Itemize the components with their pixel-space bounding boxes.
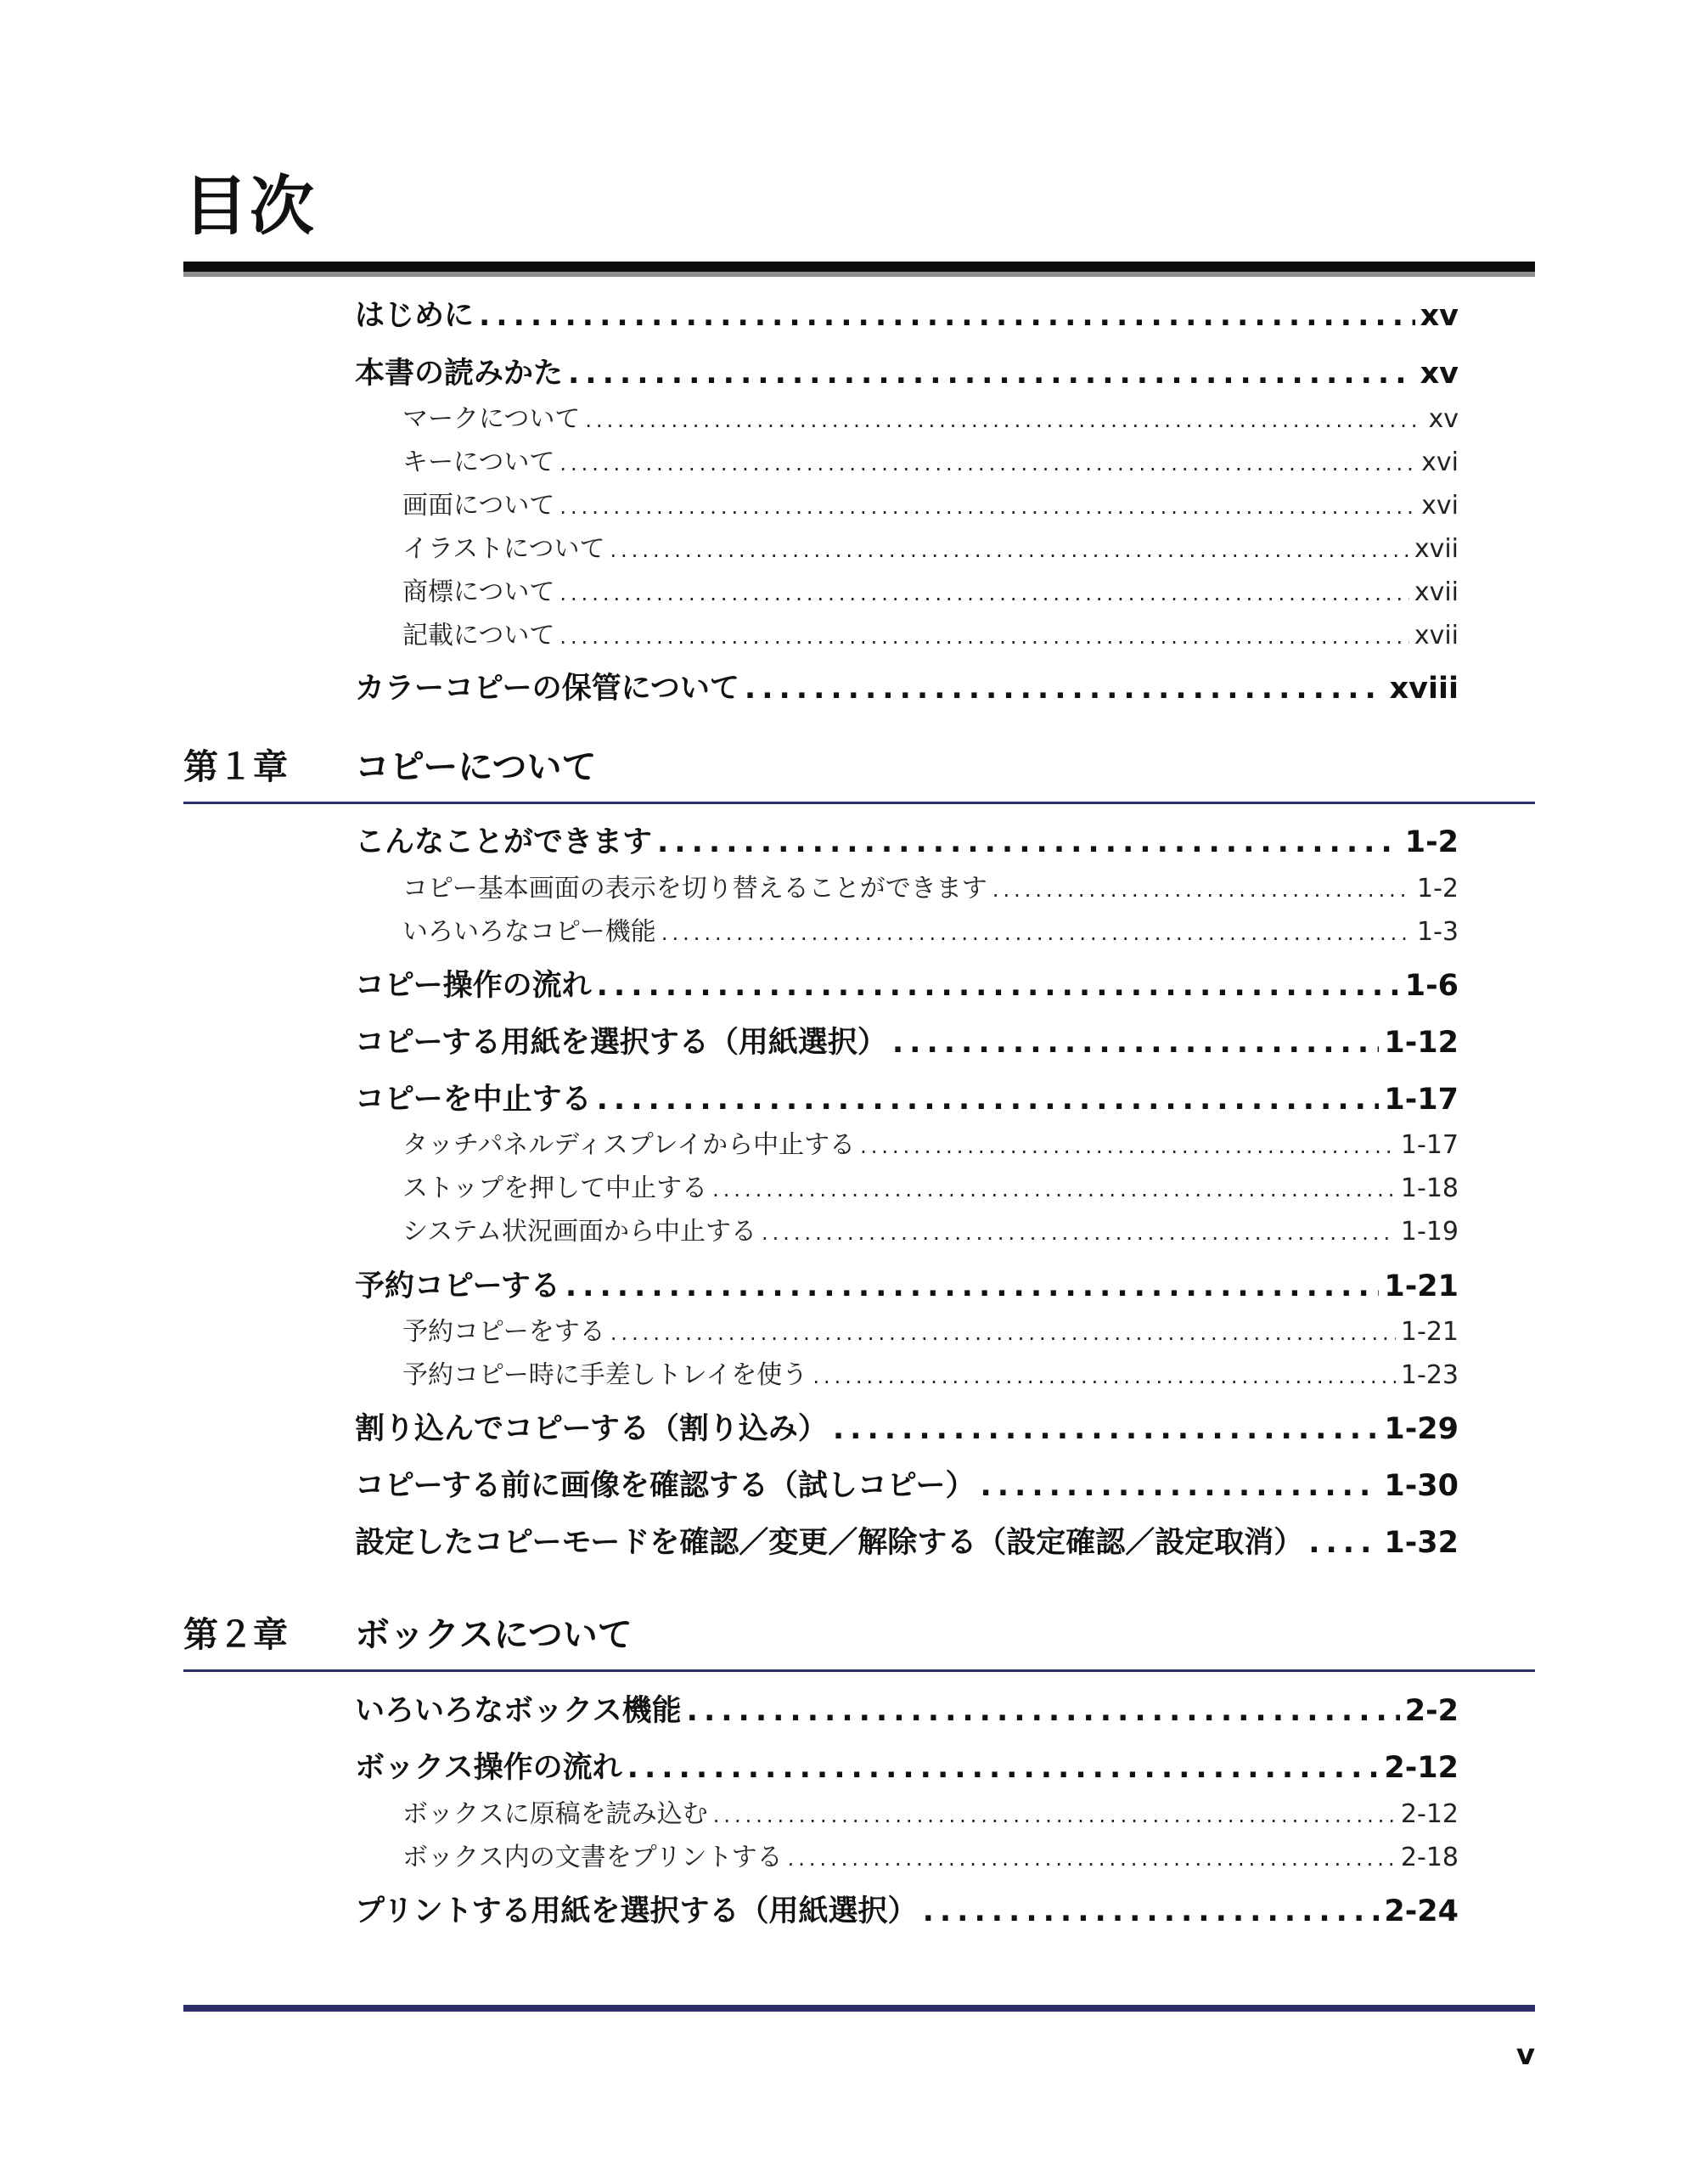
- chapter-number: 第２章: [183, 1614, 288, 1655]
- toc-entry[interactable]: [355, 1266, 1459, 1307]
- toc-subentry-label: コピー基本画面の表示を切り替えることができます: [402, 874, 987, 903]
- chapter-heading[interactable]: [183, 1609, 1535, 1660]
- toc-subentry-page: 1-23: [1400, 1360, 1459, 1390]
- toc-entry-page: 2-12: [1384, 1751, 1459, 1785]
- toc-subentry-page: 1-21: [1400, 1317, 1459, 1347]
- toc-entry-page: 1-32: [1384, 1526, 1459, 1560]
- page-title: 目次: [183, 168, 316, 244]
- toc-entry-label: カラーコピーの保管について: [355, 672, 739, 706]
- toc-entry-page: xv: [1420, 357, 1459, 391]
- leader-dots: [745, 668, 1385, 709]
- toc-entry[interactable]: [355, 1409, 1459, 1449]
- toc-subentry-page: xvii: [1414, 577, 1459, 607]
- toc-entry-page: 2-2: [1404, 1694, 1459, 1728]
- toc-entry-label: こんなことができます: [355, 825, 653, 859]
- chapter-number: 第１章: [183, 746, 288, 787]
- toc-subentry[interactable]: [402, 1797, 1459, 1832]
- toc-subentry-label: 予約コピー時に手差しトレイを使う: [402, 1360, 808, 1390]
- toc-entry[interactable]: [355, 1691, 1459, 1731]
- toc-subentry-page: 1-18: [1400, 1174, 1459, 1203]
- toc-entry-label: コピーする前に画像を確認する（試しコピー）: [355, 1469, 976, 1503]
- toc-entry-label: プリントする用紙を選択する（用紙選択）: [355, 1894, 918, 1928]
- toc-entry-label: 本書の読みかた: [355, 357, 564, 391]
- leader-dots: [1308, 1523, 1379, 1563]
- chapter-title: コピーについて: [355, 746, 597, 787]
- leader-dots: [559, 446, 1416, 481]
- leader-dots: [833, 1409, 1380, 1449]
- leader-dots: [568, 353, 1415, 394]
- leader-dots: [585, 402, 1423, 437]
- toc-entry-label: 設定したコピーモードを確認／変更／解除する（設定確認／設定取消）: [355, 1526, 1304, 1560]
- toc-subentry-page: 1-17: [1400, 1130, 1459, 1160]
- leader-dots: [788, 1841, 1396, 1876]
- toc-subentry[interactable]: [402, 1314, 1459, 1350]
- leader-dots: [610, 532, 1409, 567]
- toc-subentry[interactable]: [402, 575, 1459, 611]
- leader-dots: [687, 1691, 1400, 1731]
- toc-entry[interactable]: [355, 1523, 1459, 1563]
- toc-entry-page: 1-29: [1384, 1412, 1459, 1446]
- leader-dots: [657, 822, 1400, 863]
- toc-subentry-label: イラストについて: [402, 534, 605, 564]
- toc-subentry[interactable]: [402, 1358, 1459, 1393]
- chapter-rule: [183, 1669, 1535, 1672]
- leader-dots: [860, 1129, 1396, 1163]
- leader-dots: [712, 1172, 1396, 1207]
- page-number: v: [1515, 2038, 1535, 2072]
- leader-dots: [559, 489, 1416, 524]
- toc-subentry[interactable]: [402, 871, 1459, 907]
- toc-entry-label: はじめに: [355, 299, 475, 333]
- toc-entry[interactable]: [355, 1079, 1459, 1120]
- leader-dots: [892, 1022, 1380, 1063]
- toc-entry[interactable]: [355, 1022, 1459, 1063]
- toc-subentry-page: xvii: [1414, 621, 1459, 650]
- toc-subentry-page: xvii: [1414, 534, 1459, 564]
- toc-entry-label: 予約コピーする: [355, 1269, 560, 1303]
- toc-subentry-page: 1-19: [1400, 1217, 1459, 1247]
- leader-dots: [762, 1215, 1396, 1250]
- leader-dots: [565, 1266, 1380, 1307]
- toc-subentry-label: 画面について: [402, 491, 555, 521]
- toc-subentry[interactable]: [402, 1214, 1459, 1250]
- toc-entry-page: 1-6: [1404, 969, 1459, 1003]
- toc-entry[interactable]: [355, 822, 1459, 863]
- toc-entry-page: 1-2: [1404, 825, 1459, 859]
- leader-dots: [713, 1798, 1396, 1832]
- toc-subentry-label: ボックスに原稿を読み込む: [402, 1799, 708, 1829]
- footer-rule: [183, 2005, 1535, 2012]
- toc-subentry[interactable]: [402, 488, 1459, 524]
- toc-subentry-page: 1-2: [1417, 874, 1459, 903]
- chapter-rule: [183, 802, 1535, 804]
- toc-entry[interactable]: [355, 668, 1459, 709]
- toc-entry-page: 1-21: [1384, 1269, 1459, 1303]
- toc-subentry-page: xv: [1428, 404, 1459, 434]
- leader-dots: [597, 1079, 1380, 1120]
- toc-entry-page: xviii: [1389, 672, 1459, 706]
- toc-subentry-page: 2-12: [1400, 1799, 1459, 1829]
- leader-dots: [610, 1315, 1396, 1350]
- leader-dots: [923, 1891, 1380, 1932]
- toc-entry-label: コピー操作の流れ: [355, 969, 592, 1003]
- leader-dots: [661, 915, 1412, 950]
- leader-dots: [597, 965, 1400, 1006]
- toc-entry[interactable]: [355, 1891, 1459, 1932]
- toc-subentry-page: xvi: [1421, 491, 1459, 521]
- toc-entry-page: 1-12: [1384, 1026, 1459, 1060]
- toc-subentry-page: 2-18: [1400, 1843, 1459, 1872]
- leader-dots: [479, 296, 1415, 336]
- toc-subentry-label: 予約コピーをする: [402, 1317, 605, 1347]
- leader-dots: [559, 619, 1408, 654]
- toc-entry[interactable]: [355, 353, 1459, 394]
- toc-entry[interactable]: [355, 1466, 1459, 1506]
- toc-entry-label: ボックス操作の流れ: [355, 1751, 622, 1785]
- toc-entry-page: 1-30: [1384, 1469, 1459, 1503]
- toc-subentry-label: いろいろなコピー機能: [402, 917, 656, 947]
- toc-subentry[interactable]: [402, 915, 1459, 950]
- toc-subentry-label: キーについて: [402, 447, 555, 477]
- toc-entry[interactable]: [355, 1748, 1459, 1788]
- leader-dots: [992, 872, 1412, 907]
- toc-entry-label: コピーする用紙を選択する（用紙選択）: [355, 1026, 887, 1060]
- toc-subentry-label: マークについて: [402, 404, 581, 434]
- toc-subentry[interactable]: [402, 532, 1459, 567]
- chapter-title: ボックスについて: [355, 1614, 633, 1655]
- toc-entry-page: 2-24: [1384, 1894, 1459, 1928]
- toc-subentry-label: 商標について: [402, 577, 555, 607]
- toc-subentry[interactable]: [402, 1840, 1459, 1876]
- toc-entry-page: 1-17: [1384, 1083, 1459, 1117]
- toc-subentry[interactable]: [402, 445, 1459, 481]
- leader-dots: [812, 1359, 1396, 1393]
- toc-subentry[interactable]: [402, 618, 1459, 654]
- toc-subentry-page: xvi: [1421, 447, 1459, 477]
- toc-entry-label: コピーを中止する: [355, 1083, 592, 1117]
- toc-entry-label: いろいろなボックス機能: [355, 1694, 682, 1728]
- toc-subentry-label: タッチパネルディスプレイから中止する: [402, 1130, 856, 1160]
- toc-entry-label: 割り込んでコピーする（割り込み）: [355, 1412, 828, 1446]
- toc-entry-page: xv: [1420, 299, 1459, 333]
- leader-dots: [559, 576, 1408, 611]
- toc-entry[interactable]: [355, 965, 1459, 1006]
- toc-subentry-label: ストップを押して中止する: [402, 1174, 708, 1203]
- toc-subentry[interactable]: [402, 402, 1459, 437]
- toc-subentry-label: システム状況画面から中止する: [402, 1217, 756, 1247]
- toc-subentry-label: 記載について: [402, 621, 555, 650]
- toc-subentry-page: 1-3: [1417, 917, 1459, 947]
- toc-entry[interactable]: [355, 296, 1459, 336]
- toc-subentry[interactable]: [402, 1171, 1459, 1207]
- chapter-heading[interactable]: [183, 741, 1535, 792]
- toc-subentry[interactable]: [402, 1128, 1459, 1163]
- toc-subentry-label: ボックス内の文書をプリントする: [402, 1843, 783, 1872]
- leader-dots: [980, 1466, 1379, 1506]
- leader-dots: [627, 1748, 1380, 1788]
